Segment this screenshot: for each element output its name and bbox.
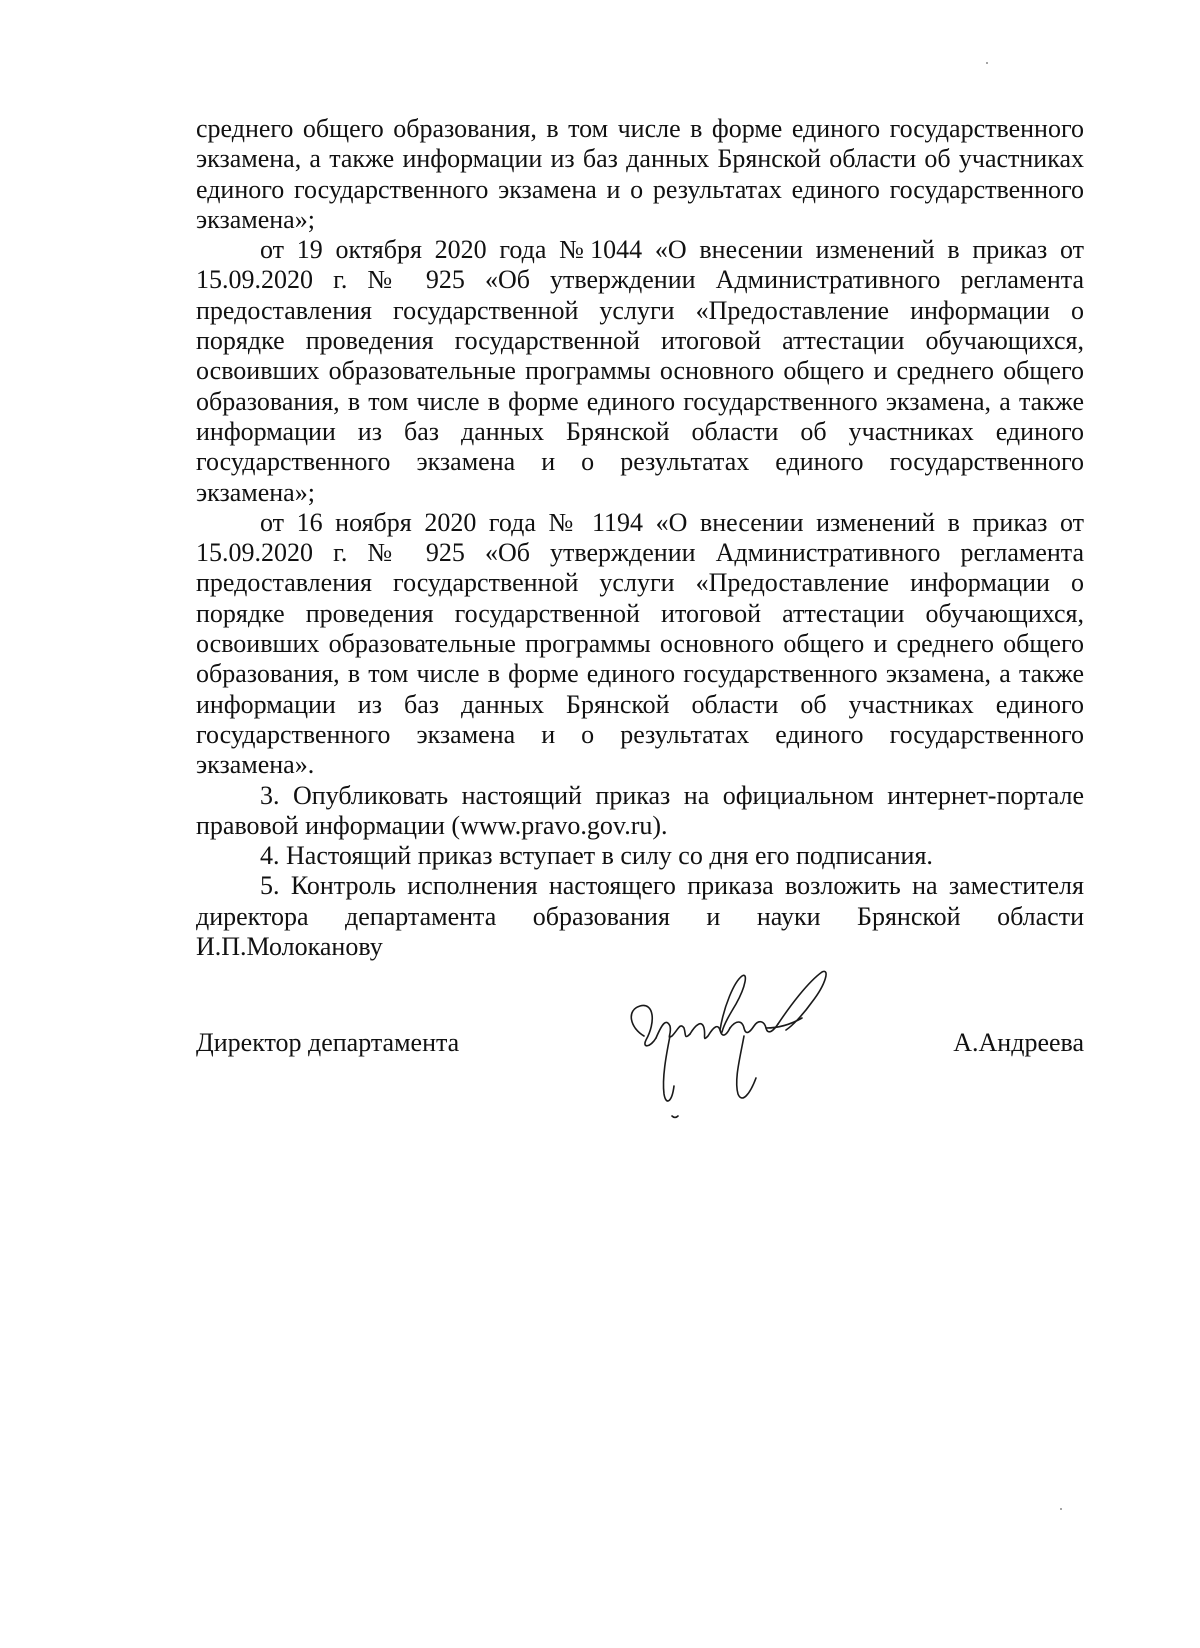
- scan-speck: [986, 62, 988, 64]
- scan-speck: [1060, 1508, 1062, 1510]
- paragraph-order-1194: от 16 ноября 2020 года № 1194 «О внесении изменений в приказ от 15.09.2020 г. № 925 «Об утверждении Административного регламента предоставления государственной услуги «Предоставление информации о порядке проведения государственной итоговой аттестации обучающихся, освоивших образовательные программы основного общего и среднего общего образования, в том числе в форме единого государственного экзамена, а также информации из баз данных Брянской области об участниках единого государственного экзамена и о результатах единого государственного экзамена».: [196, 507, 1084, 780]
- signer-name: А.Андреева: [953, 1028, 1084, 1057]
- paragraph-order-1044: от 19 октября 2020 года №1044 «О внесении изменений в приказ от 15.09.2020 г. № 925 «Об утверждении Административного регламента предоставления государственной услуги «Предоставление информации о порядке проведения государственной итоговой аттестации обучающихся, освоивших образовательные программы основного общего и среднего общего образования, в том числе в форме единого государственного экзамена, а также информации из баз данных Брянской области об участниках единого государственного экзамена и о результатах единого государственного экзамена»;: [196, 235, 1084, 507]
- paragraph-continuation: среднего общего образования, в том числе в форме единого государственного экзамена, а также информации из баз данных Брянской области об участниках единого государственного экзамена и о результатах единого государственного экзамена»;: [196, 114, 1084, 234]
- signature-block: [196, 1014, 1084, 1124]
- handwritten-signature: [616, 966, 846, 1126]
- paragraph-item-5: 5. Контроль исполнения настоящего приказа возложить на заместителя директора департамента образования и науки Брянской области И.П.Молоканову: [196, 871, 1084, 962]
- document-body: [196, 114, 1084, 962]
- paragraph-item-3: 3. Опубликовать настоящий приказ на официальном интернет-портале правовой информации (www.pravo.gov.ru).: [196, 780, 1084, 840]
- paragraph-item-4: 4. Настоящий приказ вступает в силу со дня его подписания.: [260, 841, 933, 871]
- signer-title: Директор департамента: [196, 1028, 460, 1057]
